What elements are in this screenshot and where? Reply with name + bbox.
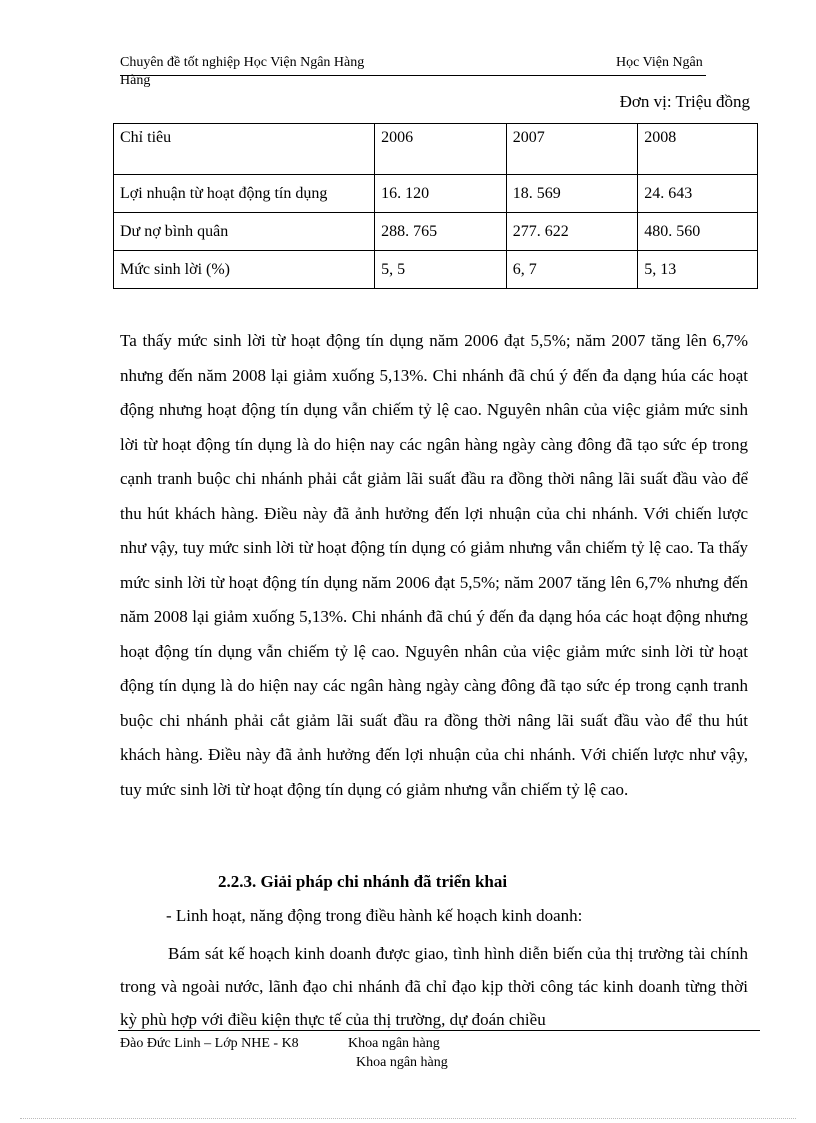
header-divider xyxy=(120,75,706,76)
table-header-cell: 2008 xyxy=(638,124,758,175)
analysis-paragraph xyxy=(120,324,748,807)
footer-divider xyxy=(118,1030,760,1031)
footer-department-repeat: Khoa ngân hàng xyxy=(356,1055,448,1070)
table-row xyxy=(114,175,758,213)
table-header-cell: 2006 xyxy=(375,124,507,175)
table-cell: 24. 643 xyxy=(638,175,758,213)
header-title-wrap: Hàng xyxy=(120,73,151,88)
table-row xyxy=(114,251,758,289)
table-cell: 277. 622 xyxy=(506,213,638,251)
table-header-cell: Chỉ tiêu xyxy=(114,124,375,175)
header-title-right: Học Viện Ngân xyxy=(616,55,703,70)
table-row xyxy=(114,213,758,251)
paragraph-text: Bám sát kế hoạch kinh doanh được giao, tình hình diễn biến của thị trường tài chính trong và ngoài nước, lãnh đạo chi nhánh đã chỉ đạo kịp thời công tác kinh doanh từng thời kỳ phù hợp với điều kiện thực tế của thị trường, dự đoán chiều xyxy=(120,944,748,1029)
footer-department: Khoa ngân hàng xyxy=(348,1036,440,1051)
table-header-row xyxy=(114,124,758,175)
unit-note: Đơn vị: Triệu đồng xyxy=(619,92,750,111)
table-cell: 16. 120 xyxy=(375,175,507,213)
table-cell: Mức sinh lời (%) xyxy=(114,251,375,289)
footer-author: Đào Đức Linh – Lớp NHE - K8 xyxy=(120,1036,299,1051)
paragraph-text: Ta thấy mức sinh lời từ hoạt động tín dụng năm 2006 đạt 5,5%; năm 2007 tăng lên 6,7% nhưng đến năm 2008 lại giảm xuống 5,13%. Chi nhánh đã chú ý đến đa dạng húa các hoạt động nhưng hoạt động tín dụng vẫn chiếm tỷ lệ cao. Nguyên nhân của việc giảm mức sinh lời từ hoạt động tín dụng là do hiện nay các ngân hàng ngày càng đông đã tạo sức ép trong cạnh tranh buộc chi nhánh phải cắt giảm lãi suất đầu ra đồng thời nâng lãi suất đầu vào để thu hút khách hàng. Điều này đã ảnh hưởng đến lợi nhuận của chi nhánh. Với chiến lược như vậy, tuy mức sinh lời từ hoạt động tín dụng có giảm nhưng vẫn chiếm tỷ lệ cao. Ta thấy mức sinh lời từ hoạt động tín dụng năm 2006 đạt 5,5%; năm 2007 tăng lên 6,7% nhưng đến năm 2008 lại giảm xuống 5,13%. Chi nhánh đã chú ý đến đa dạng hóa các hoạt động nhưng hoạt động tín dụng vẫn chiếm tỷ lệ cao. Nguyên nhân của việc giảm mức sinh lời từ hoạt động tín dụng là do hiện nay các ngân hàng ngày càng đông đã tạo sức ép trong cạnh tranh buộc chi nhánh phải cắt giảm lãi suất đầu ra đồng thời nâng lãi suất đầu vào để thu hút khách hàng. Điều này đã ảnh hưởng đến lợi nhuận của chi nhánh. Với chiến lược như vậy, tuy mức sinh lời từ hoạt động tín dụng có giảm nhưng vẫn chiếm tỷ lệ cao. xyxy=(120,331,748,799)
table-cell: 18. 569 xyxy=(506,175,638,213)
table-cell: 480. 560 xyxy=(638,213,758,251)
table-cell: 6, 7 xyxy=(506,251,638,289)
table-header-cell: 2007 xyxy=(506,124,638,175)
table-cell: Dư nợ bình quân xyxy=(114,213,375,251)
table-cell: Lợi nhuận từ hoạt động tín dụng xyxy=(114,175,375,213)
page-edge-divider xyxy=(20,1118,796,1119)
table-cell: 5, 5 xyxy=(375,251,507,289)
section-heading: 2.2.3. Giải pháp chi nhánh đã triển khai xyxy=(218,872,508,891)
bullet-item: - Linh hoạt, năng động trong điều hành kế hoạch kinh doanh: xyxy=(166,906,583,925)
table-cell: 5, 13 xyxy=(638,251,758,289)
profitability-table xyxy=(113,123,758,289)
header-title-left: Chuyên đề tốt nghiệp Học Viện Ngân Hàng xyxy=(120,55,365,70)
table-cell: 288. 765 xyxy=(375,213,507,251)
plan-paragraph xyxy=(120,937,748,1036)
